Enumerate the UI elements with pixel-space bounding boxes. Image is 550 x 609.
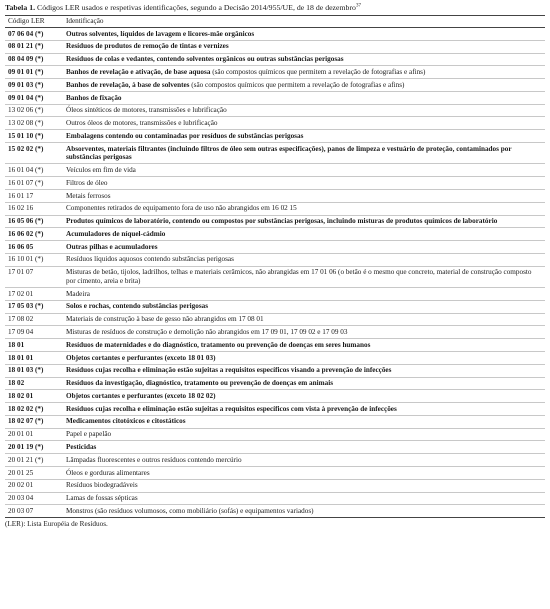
table-row bbox=[5, 53, 545, 66]
table-row bbox=[5, 479, 545, 492]
identification-text: Banhos de fixação bbox=[66, 93, 122, 102]
table-row bbox=[5, 117, 545, 130]
identification-cell bbox=[63, 505, 545, 518]
ler-code-cell: 09 01 01 (*) bbox=[5, 66, 63, 79]
identification-cell bbox=[63, 228, 545, 241]
identification-text: Materiais de construção à base de gesso não abrangidos em 17 08 01 bbox=[66, 315, 264, 324]
identification-text: Metais ferrosos bbox=[66, 191, 111, 200]
identification-text: Resíduos líquidos aquosos contendo substâncias perigosas bbox=[66, 255, 234, 264]
ler-code-cell: 07 06 04 (*) bbox=[5, 28, 63, 41]
identification-text: Filtros de óleo bbox=[66, 178, 108, 187]
identification-cell bbox=[63, 91, 545, 104]
ler-code-cell: 17 02 01 bbox=[5, 288, 63, 301]
identification-text: Banhos de revelação e ativação, de base aquosa bbox=[66, 67, 211, 76]
identification-text: Lamas de fossas sépticas bbox=[66, 494, 138, 503]
ler-code-cell: 16 01 04 (*) bbox=[5, 164, 63, 177]
ler-code-cell: 15 02 02 (*) bbox=[5, 143, 63, 164]
identification-cell bbox=[63, 351, 545, 364]
ler-code-cell: 17 05 03 (*) bbox=[5, 300, 63, 313]
identification-text: Monstros (são resíduos volumosos, como mobiliário (sofás) e equipamentos variados) bbox=[66, 506, 314, 515]
identification-cell bbox=[63, 28, 545, 41]
identification-cell bbox=[63, 143, 545, 164]
ler-code-cell: 18 02 07 (*) bbox=[5, 415, 63, 428]
table-row bbox=[5, 300, 545, 313]
table-row bbox=[5, 492, 545, 505]
ler-code-cell: 09 01 04 (*) bbox=[5, 91, 63, 104]
identification-cell bbox=[63, 300, 545, 313]
identification-cell bbox=[63, 479, 545, 492]
table-row bbox=[5, 351, 545, 364]
identification-text: Banhos de revelação, à base de solventes bbox=[66, 80, 190, 89]
identification-text: Resíduos biodegradáveis bbox=[66, 481, 138, 490]
table-row bbox=[5, 466, 545, 479]
ler-code-cell: 17 01 07 bbox=[5, 266, 63, 287]
ler-code-cell: 13 02 06 (*) bbox=[5, 104, 63, 117]
identification-cell bbox=[63, 390, 545, 403]
table-row bbox=[5, 428, 545, 441]
identification-text: Misturas de resíduos de construção e demolição não abrangidos em 17 09 01, 17 09 02 e 17 09 03 bbox=[66, 327, 348, 336]
ler-code-cell: 16 01 17 bbox=[5, 189, 63, 202]
ler-code-cell: 18 01 03 (*) bbox=[5, 364, 63, 377]
identification-cell bbox=[63, 454, 545, 467]
identification-cell bbox=[63, 441, 545, 454]
ler-code-cell: 16 02 16 bbox=[5, 202, 63, 215]
table-row bbox=[5, 104, 545, 117]
identification-text: Resíduos de produtos de remoção de tintas e vernizes bbox=[66, 42, 229, 51]
ler-code-cell: 20 03 04 bbox=[5, 492, 63, 505]
ler-code-cell: 18 02 bbox=[5, 377, 63, 390]
table-row bbox=[5, 377, 545, 390]
identification-text: Veículos em fim de vida bbox=[66, 166, 136, 174]
ler-code-cell: 18 01 01 bbox=[5, 351, 63, 364]
identification-cell bbox=[63, 466, 545, 479]
identification-note: (são compostos químicos que permitem a revelação de fotografias e afins) bbox=[189, 80, 405, 89]
identification-text: Resíduos cujas recolha e eliminação estão sujeitas a requisitos específicos visando a prevenção de infecções bbox=[66, 366, 392, 375]
table-body bbox=[5, 28, 545, 518]
identification-cell bbox=[63, 288, 545, 301]
identification-cell bbox=[63, 339, 545, 352]
identification-cell bbox=[63, 164, 545, 177]
ler-code-cell: 20 01 21 (*) bbox=[5, 454, 63, 467]
identification-text: Pesticidas bbox=[66, 443, 97, 451]
ler-code-cell: 20 01 25 bbox=[5, 466, 63, 479]
identification-cell bbox=[63, 241, 545, 254]
table-row bbox=[5, 202, 545, 215]
ler-code-cell: 18 01 bbox=[5, 339, 63, 352]
identification-text: Madeira bbox=[66, 289, 90, 298]
table-row bbox=[5, 79, 545, 92]
table-row bbox=[5, 241, 545, 254]
identification-text: Componentes retirados de equipamento fora de uso não abrangidos em 16 02 15 bbox=[66, 204, 297, 213]
identification-cell bbox=[63, 177, 545, 190]
ler-code-cell: 17 08 02 bbox=[5, 313, 63, 326]
ler-code-cell: 15 01 10 (*) bbox=[5, 130, 63, 143]
identification-cell bbox=[63, 117, 545, 130]
identification-cell bbox=[63, 202, 545, 215]
header-code: Código LER bbox=[5, 16, 63, 28]
identification-text: Resíduos da investigação, diagnóstico, tratamento ou prevenção de doenças em animais bbox=[66, 379, 334, 388]
ler-code-cell: 16 06 02 (*) bbox=[5, 228, 63, 241]
identification-text: Óleos sintéticos de motores, transmissões e lubrificação bbox=[66, 106, 227, 115]
identification-text: Objetos cortantes e perfurantes (exceto 18 01 03) bbox=[66, 353, 216, 362]
table-row bbox=[5, 177, 545, 190]
identification-cell bbox=[63, 492, 545, 505]
table-row bbox=[5, 143, 545, 164]
identification-text: Papel e papelão bbox=[66, 430, 112, 439]
identification-text: Resíduos de maternidades e do diagnóstico, tratamento ou prevenção de doenças em seres humanos bbox=[66, 340, 371, 349]
ler-code-cell: 18 02 02 (*) bbox=[5, 403, 63, 416]
identification-cell bbox=[63, 189, 545, 202]
table-row bbox=[5, 164, 545, 177]
identification-text: Produtos químicos de laboratório, contendo ou compostos por substâncias perigosas, incluindo misturas de produtos químicos de laboratório bbox=[66, 217, 498, 226]
table-header-row bbox=[5, 16, 545, 28]
identification-cell bbox=[63, 253, 545, 266]
table-row bbox=[5, 313, 545, 326]
document-page bbox=[5, 0, 545, 529]
caption-label: Tabela 1. bbox=[5, 3, 36, 12]
table-row bbox=[5, 390, 545, 403]
table-caption bbox=[5, 3, 545, 13]
identification-note: (são compostos químicos que permitem a revelação de fotografias e afins) bbox=[210, 67, 426, 76]
caption-reference: 37 bbox=[355, 3, 361, 9]
table-row bbox=[5, 326, 545, 339]
identification-cell bbox=[63, 66, 545, 79]
identification-cell bbox=[63, 79, 545, 92]
identification-cell bbox=[63, 364, 545, 377]
table-row bbox=[5, 228, 545, 241]
table-row bbox=[5, 215, 545, 228]
identification-cell bbox=[63, 130, 545, 143]
table-row bbox=[5, 288, 545, 301]
table-row bbox=[5, 441, 545, 454]
table-row bbox=[5, 454, 545, 467]
ler-code-cell: 16 10 01 (*) bbox=[5, 253, 63, 266]
table-row bbox=[5, 505, 545, 518]
identification-text: Outros óleos de motores, transmissões e lubrificação bbox=[66, 119, 218, 128]
table-row bbox=[5, 364, 545, 377]
table-row bbox=[5, 66, 545, 79]
identification-text: Resíduos cujas recolha e eliminação estão sujeitas a requisitos específicos com vista à prevenção de infecções bbox=[66, 404, 397, 413]
ler-code-cell: 08 04 09 (*) bbox=[5, 53, 63, 66]
table-row bbox=[5, 189, 545, 202]
ler-code-cell: 20 02 01 bbox=[5, 479, 63, 492]
identification-cell bbox=[63, 313, 545, 326]
identification-text: Outros solventes, líquidos de lavagem e licores-mãe orgânicos bbox=[66, 29, 255, 38]
ler-code-cell: 20 01 19 (*) bbox=[5, 441, 63, 454]
identification-cell bbox=[63, 415, 545, 428]
identification-cell bbox=[63, 266, 545, 287]
identification-text: Acumuladores de níquel-cádmio bbox=[66, 229, 166, 238]
header-identification: Identificação bbox=[63, 16, 545, 28]
identification-text: Medicamentos citotóxicos e citostáticos bbox=[66, 417, 186, 426]
ler-code-cell: 20 01 01 bbox=[5, 428, 63, 441]
table-row bbox=[5, 130, 545, 143]
identification-cell bbox=[63, 215, 545, 228]
identification-text: Óleos e gorduras alimentares bbox=[66, 468, 150, 477]
ler-code-cell: 17 09 04 bbox=[5, 326, 63, 339]
table-row bbox=[5, 403, 545, 416]
ler-codes-table bbox=[5, 15, 545, 518]
identification-text: Embalagens contendo ou contaminadas por resíduos de substâncias perigosas bbox=[66, 131, 304, 140]
ler-code-cell: 18 02 01 bbox=[5, 390, 63, 403]
ler-code-cell: 09 01 03 (*) bbox=[5, 79, 63, 92]
ler-code-cell: 13 02 08 (*) bbox=[5, 117, 63, 130]
table-row bbox=[5, 91, 545, 104]
identification-text: Outras pilhas e acumuladores bbox=[66, 242, 158, 251]
identification-cell bbox=[63, 104, 545, 117]
ler-code-cell: 16 05 06 (*) bbox=[5, 215, 63, 228]
identification-text: Solos e rochas, contendo substâncias perigosas bbox=[66, 302, 209, 311]
ler-code-cell: 16 01 07 (*) bbox=[5, 177, 63, 190]
table-row bbox=[5, 253, 545, 266]
ler-code-cell: 20 03 07 bbox=[5, 505, 63, 518]
identification-cell bbox=[63, 53, 545, 66]
identification-text: Lâmpadas fluorescentes e outros resíduos contendo mercúrio bbox=[66, 455, 242, 464]
identification-text: Absorventes, materiais filtrantes (incluindo filtros de óleo sem outras especificações), panos de limpeza e vestuário de proteção, contaminados por substâncias perigosas bbox=[66, 144, 512, 162]
ler-code-cell: 08 01 21 (*) bbox=[5, 40, 63, 53]
identification-cell bbox=[63, 326, 545, 339]
identification-cell bbox=[63, 428, 545, 441]
identification-cell bbox=[63, 377, 545, 390]
caption-text: Códigos LER usados e respetivas identificações, segundo a Decisão 2014/955/UE, de 18 de dezembro bbox=[35, 3, 356, 12]
identification-cell bbox=[63, 403, 545, 416]
table-row bbox=[5, 339, 545, 352]
identification-text: Misturas de betão, tijolos, ladrilhos, telhas e materiais cerâmicos, não abrangidas em 17 01 06 (o betão é o mesmo que concreto, material de construção composto por cimento, areia e brita) bbox=[66, 268, 532, 285]
identification-text: Objetos cortantes e perfurantes (exceto 18 02 02) bbox=[66, 391, 216, 400]
identification-text: Resíduos de colas e vedantes, contendo solventes orgânicos ou outras substâncias perigosas bbox=[66, 55, 344, 64]
ler-code-cell: 16 06 05 bbox=[5, 241, 63, 254]
table-row bbox=[5, 40, 545, 53]
table-row bbox=[5, 28, 545, 41]
table-row bbox=[5, 266, 545, 287]
table-footnote: (LER): Lista Européia de Resíduos. bbox=[5, 520, 108, 529]
identification-cell bbox=[63, 40, 545, 53]
table-row bbox=[5, 415, 545, 428]
